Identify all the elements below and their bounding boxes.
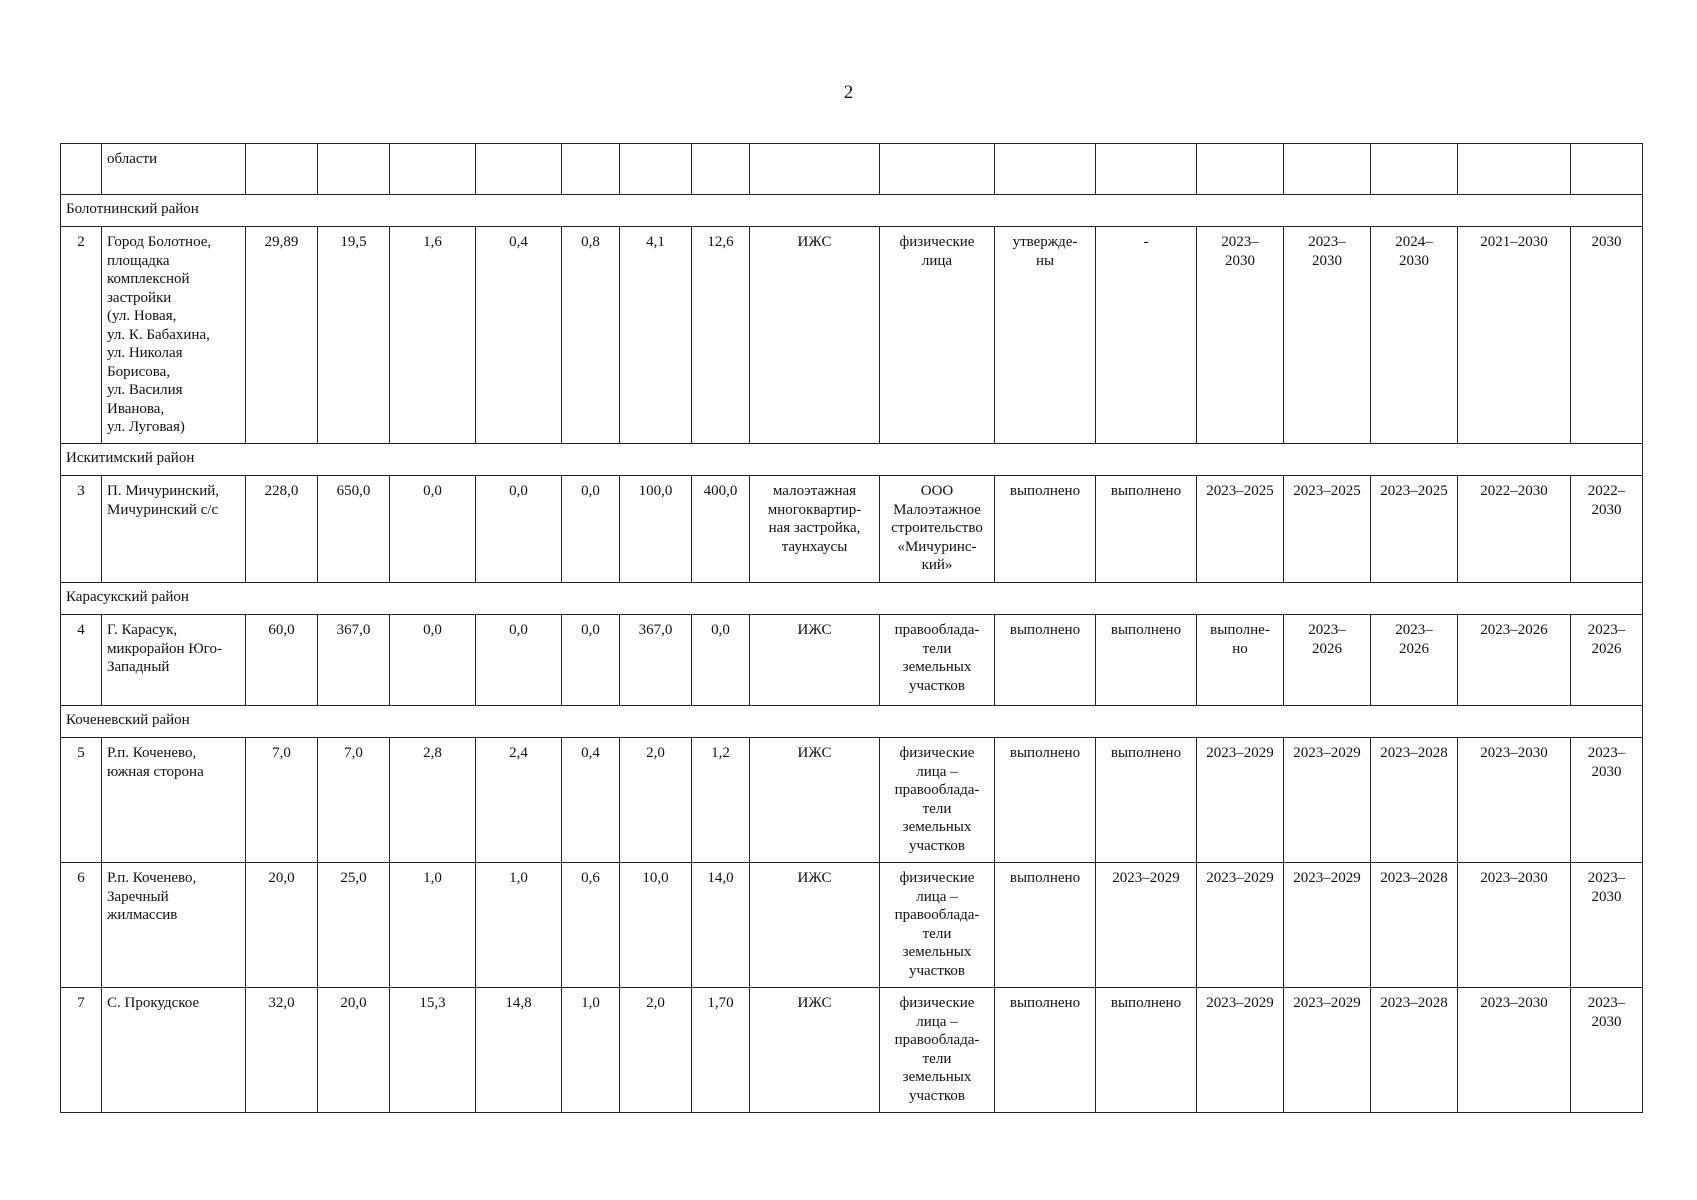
district-heading: Коченевский район — [61, 706, 1643, 738]
status-cell: выполнено — [1096, 738, 1197, 863]
value-cell: 4,1 — [620, 227, 692, 444]
period-cell: 2023–2029 — [1284, 738, 1371, 863]
owner-cell: физические лица – правооблада- тели земельных участков — [880, 863, 995, 988]
value-cell: 1,70 — [692, 988, 750, 1113]
value-cell: 0,0 — [562, 615, 620, 706]
status-cell: выполнено — [1096, 615, 1197, 706]
value-cell: 1,0 — [390, 863, 476, 988]
site-name: Город Болотное, площадка комплексной застройки (ул. Новая, ул. К. Бабахина, ул. Николая Борисова, ул. Василия Иванова, ул. Луговая) — [102, 227, 246, 444]
row-number: 7 — [61, 988, 102, 1113]
table-cell — [246, 144, 318, 195]
continuation-cell: области — [102, 144, 246, 195]
table-row — [61, 227, 1643, 444]
value-cell: 2,0 — [620, 738, 692, 863]
value-cell: 14,8 — [476, 988, 562, 1113]
page-number: 2 — [843, 82, 854, 103]
period-cell: 2023–2030 — [1458, 988, 1571, 1113]
status-cell: выполнено — [995, 615, 1096, 706]
district-row — [61, 195, 1643, 227]
value-cell: 0,8 — [562, 227, 620, 444]
row-number: 6 — [61, 863, 102, 988]
period-cell: 2023–2028 — [1371, 863, 1458, 988]
status-cell: утвержде- ны — [995, 227, 1096, 444]
site-name: П. Мичуринский, Мичуринский с/с — [102, 476, 246, 583]
status-cell: выполнено — [1096, 476, 1197, 583]
value-cell: 0,4 — [476, 227, 562, 444]
site-name: С. Прокудское — [102, 988, 246, 1113]
value-cell: 0,0 — [476, 615, 562, 706]
row-number: 3 — [61, 476, 102, 583]
value-cell: 650,0 — [318, 476, 390, 583]
value-cell: 400,0 — [692, 476, 750, 583]
value-cell: 29,89 — [246, 227, 318, 444]
value-cell: 0,6 — [562, 863, 620, 988]
value-cell: 2,4 — [476, 738, 562, 863]
status-cell: выполнено — [995, 863, 1096, 988]
district-row — [61, 583, 1643, 615]
row-number: 5 — [61, 738, 102, 863]
table-row — [61, 144, 1643, 195]
table-cell — [1371, 144, 1458, 195]
table-cell — [750, 144, 880, 195]
development-type: малоэтажная многоквартир- ная застройка, таунхаусы — [750, 476, 880, 583]
development-type: ИЖС — [750, 988, 880, 1113]
table-cell — [1571, 144, 1643, 195]
owner-cell: физические лица – правооблада- тели земельных участков — [880, 738, 995, 863]
period-cell: 2030 — [1571, 227, 1643, 444]
status-cell: 2023–2029 — [1096, 863, 1197, 988]
period-cell: 2022–2030 — [1458, 476, 1571, 583]
value-cell: 32,0 — [246, 988, 318, 1113]
status-cell: выполнено — [1096, 988, 1197, 1113]
period-cell: 2023–2025 — [1284, 476, 1371, 583]
status-cell: выполнено — [995, 988, 1096, 1113]
period-cell: 2023–2028 — [1371, 738, 1458, 863]
period-cell: 2023– 2026 — [1284, 615, 1371, 706]
period-cell: 2023–2029 — [1284, 988, 1371, 1113]
value-cell: 10,0 — [620, 863, 692, 988]
value-cell: 367,0 — [318, 615, 390, 706]
value-cell: 228,0 — [246, 476, 318, 583]
value-cell: 0,0 — [390, 476, 476, 583]
period-cell: 2023– 2030 — [1571, 988, 1643, 1113]
table-cell — [318, 144, 390, 195]
table-cell — [1197, 144, 1284, 195]
value-cell: 100,0 — [620, 476, 692, 583]
value-cell: 0,4 — [562, 738, 620, 863]
status-cell: выполнено — [995, 476, 1096, 583]
value-cell: 0,0 — [562, 476, 620, 583]
value-cell: 20,0 — [246, 863, 318, 988]
period-cell: 2023–2030 — [1458, 738, 1571, 863]
development-type: ИЖС — [750, 863, 880, 988]
table-row — [61, 615, 1643, 706]
owner-cell: правооблада- тели земельных участков — [880, 615, 995, 706]
value-cell: 2,0 — [620, 988, 692, 1113]
status-cell: - — [1096, 227, 1197, 444]
table-cell — [692, 144, 750, 195]
housing-sites-table — [60, 143, 1643, 1113]
value-cell: 14,0 — [692, 863, 750, 988]
district-row — [61, 706, 1643, 738]
table-cell — [1096, 144, 1197, 195]
period-cell: 2023–2030 — [1458, 863, 1571, 988]
development-type: ИЖС — [750, 738, 880, 863]
value-cell: 25,0 — [318, 863, 390, 988]
table-cell — [880, 144, 995, 195]
owner-cell: физические лица — [880, 227, 995, 444]
site-name: Р.п. Коченево, Заречный жилмассив — [102, 863, 246, 988]
table-row — [61, 738, 1643, 863]
period-cell: 2023– 2030 — [1571, 863, 1643, 988]
value-cell: 7,0 — [318, 738, 390, 863]
district-heading: Карасукский район — [61, 583, 1643, 615]
period-cell: 2023–2025 — [1197, 476, 1284, 583]
status-cell: выполнено — [995, 738, 1096, 863]
table-row — [61, 863, 1643, 988]
value-cell: 1,0 — [562, 988, 620, 1113]
value-cell: 0,0 — [476, 476, 562, 583]
development-type: ИЖС — [750, 227, 880, 444]
value-cell: 0,0 — [390, 615, 476, 706]
period-cell: 2024– 2030 — [1371, 227, 1458, 444]
period-cell: 2023–2025 — [1371, 476, 1458, 583]
table-row — [61, 988, 1643, 1113]
owner-cell: ООО Малоэтажное строительство «Мичуринс- кий» — [880, 476, 995, 583]
period-cell: 2023– 2026 — [1571, 615, 1643, 706]
period-cell: 2023– 2030 — [1571, 738, 1643, 863]
row-number: 4 — [61, 615, 102, 706]
owner-cell: физические лица – правооблада- тели земельных участков — [880, 988, 995, 1113]
value-cell: 367,0 — [620, 615, 692, 706]
period-cell: 2021–2030 — [1458, 227, 1571, 444]
period-cell: 2023– 2030 — [1284, 227, 1371, 444]
period-cell: 2023–2029 — [1284, 863, 1371, 988]
value-cell: 1,6 — [390, 227, 476, 444]
table-cell — [620, 144, 692, 195]
district-row — [61, 444, 1643, 476]
period-cell: 2023– 2026 — [1371, 615, 1458, 706]
period-cell: 2023–2029 — [1197, 988, 1284, 1113]
development-type: ИЖС — [750, 615, 880, 706]
table-cell — [61, 144, 102, 195]
table-row — [61, 476, 1643, 583]
row-number: 2 — [61, 227, 102, 444]
site-name: Р.п. Коченево, южная сторона — [102, 738, 246, 863]
value-cell: 7,0 — [246, 738, 318, 863]
value-cell: 60,0 — [246, 615, 318, 706]
value-cell: 19,5 — [318, 227, 390, 444]
value-cell: 1,0 — [476, 863, 562, 988]
period-cell: выполне- но — [1197, 615, 1284, 706]
period-cell: 2023–2026 — [1458, 615, 1571, 706]
table-cell — [1284, 144, 1371, 195]
district-heading: Болотнинский район — [61, 195, 1643, 227]
value-cell: 2,8 — [390, 738, 476, 863]
period-cell: 2023–2029 — [1197, 738, 1284, 863]
table-cell — [1458, 144, 1571, 195]
period-cell: 2022– 2030 — [1571, 476, 1643, 583]
value-cell: 20,0 — [318, 988, 390, 1113]
district-heading: Искитимский район — [61, 444, 1643, 476]
site-name: Г. Карасук, микрорайон Юго- Западный — [102, 615, 246, 706]
value-cell: 1,2 — [692, 738, 750, 863]
period-cell: 2023–2028 — [1371, 988, 1458, 1113]
period-cell: 2023–2029 — [1197, 863, 1284, 988]
value-cell: 0,0 — [692, 615, 750, 706]
value-cell: 15,3 — [390, 988, 476, 1113]
period-cell: 2023– 2030 — [1197, 227, 1284, 444]
table-cell — [476, 144, 562, 195]
value-cell: 12,6 — [692, 227, 750, 444]
table-cell — [995, 144, 1096, 195]
table-cell — [562, 144, 620, 195]
table-cell — [390, 144, 476, 195]
